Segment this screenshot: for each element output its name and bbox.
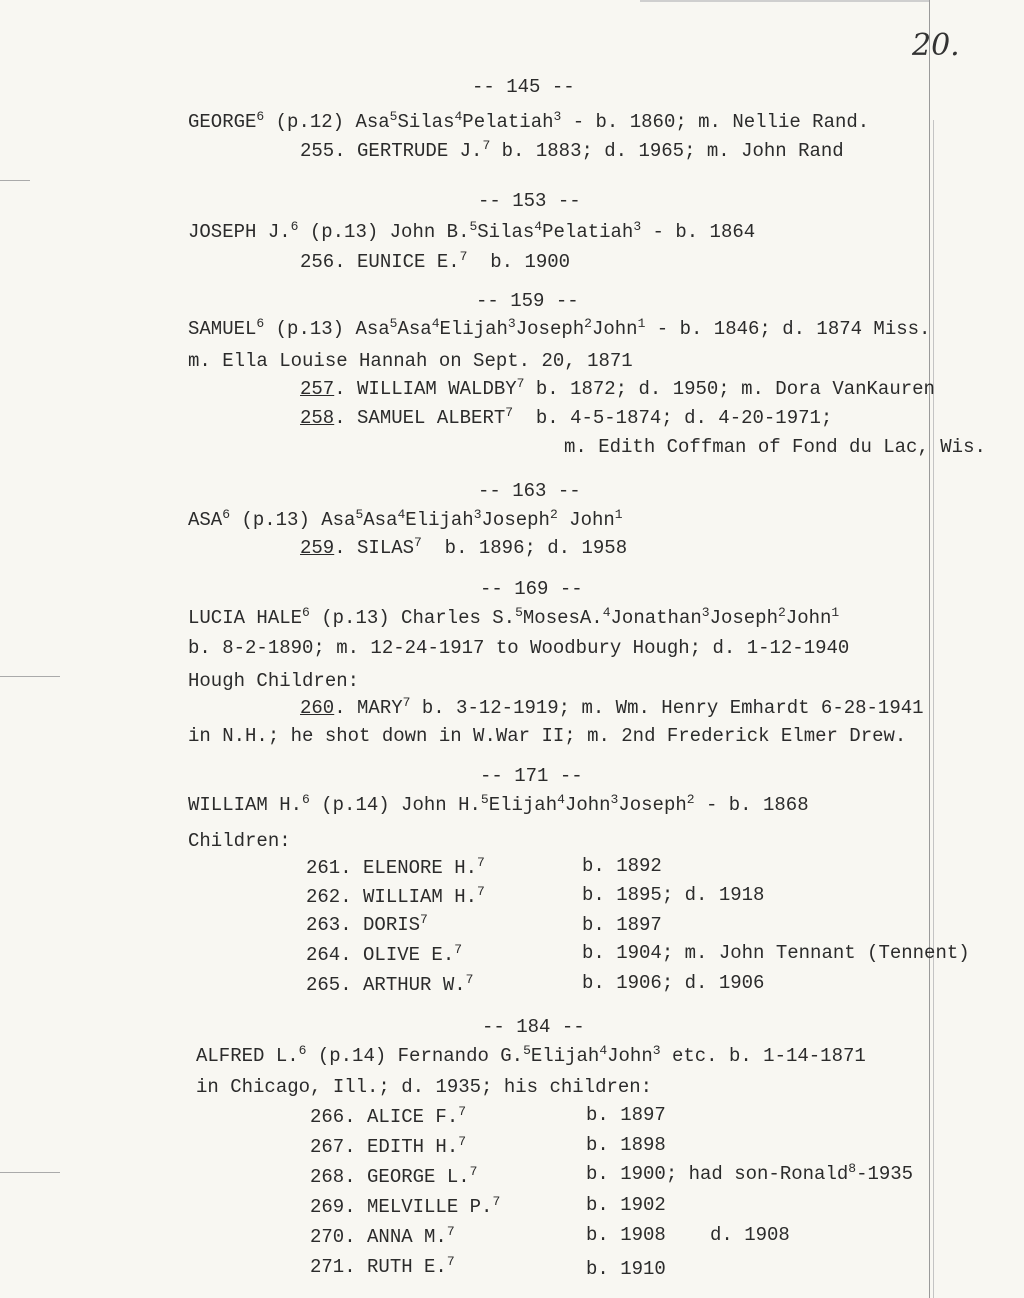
child-entry: 265. ARTHUR W.$^7$ xyxy=(306,972,474,996)
margin-tick xyxy=(0,180,30,181)
entry-header: -- 159 -- xyxy=(476,290,579,312)
entry-header: -- 145 -- xyxy=(472,76,575,98)
margin-rule-line xyxy=(929,0,930,1298)
child-entry: 255. GERTRUDE J.$^7$ b. 1883; d. 1965; m. John Rand xyxy=(300,138,844,162)
child-info: b. 1895; d. 1918 xyxy=(582,884,765,906)
child-info: b. 1897 xyxy=(582,914,662,936)
child-entry: 271. RUTH E.$^7$ xyxy=(310,1254,455,1278)
child-entry: 256. EUNICE E.$^7$ b. 1900 xyxy=(300,249,571,273)
person-continuation: m. Ella Louise Hannah on Sept. 20, 1871 xyxy=(188,350,633,372)
child-continuation: m. Edith Coffman of Fond du Lac, Wis. xyxy=(564,436,986,458)
child-info: b. 1900; had son-Ronald$^8$-1935 xyxy=(586,1161,914,1185)
person-line: ALFRED L.$^6$ (p.14) Fernando G.$^5$Elijah$^4$John$^3$ etc. b. 1-14-1871 xyxy=(196,1043,866,1067)
person-line: GEORGE$^6$ (p.12) Asa$^5$Silas$^4$Pelatiah$^3$ - b. 1860; m. Nellie Rand. xyxy=(188,109,870,133)
child-entry: 270. ANNA M.$^7$ xyxy=(310,1224,455,1248)
child-info: b. 1897 xyxy=(586,1104,666,1126)
child-entry: 258. SAMUEL ALBERT$^7$ b. 4-5-1874; d. 4-20-1971; xyxy=(300,405,833,429)
person-line: ASA$^6$ (p.13) Asa$^5$Asa$^4$Elijah$^3$Joseph$^2$ John$^1$ xyxy=(188,507,623,531)
person-line-3: Hough Children: xyxy=(188,670,360,692)
entry-header: -- 184 -- xyxy=(482,1016,585,1038)
child-entry: 266. ALICE F.$^7$ xyxy=(310,1104,467,1128)
margin-rule-line-secondary xyxy=(933,120,934,1298)
page-edge-line xyxy=(640,0,930,2)
child-entry: 268. GEORGE L.$^7$ xyxy=(310,1164,478,1188)
child-entry: 257. WILLIAM WALDBY$^7$ b. 1872; d. 1950; m. Dora VanKauren xyxy=(300,376,935,400)
child-info: b. 1892 xyxy=(582,855,662,877)
child-info: b. 1898 xyxy=(586,1134,666,1156)
entry-header: -- 163 -- xyxy=(478,480,581,502)
child-info: b. 1908 xyxy=(586,1224,666,1246)
child-info: b. 1902 xyxy=(586,1194,666,1216)
child-entry: 259. SILAS$^7$ b. 1896; d. 1958 xyxy=(300,535,628,559)
child-info: b. 1904; m. John Tennant (Tennent) xyxy=(582,942,970,964)
person-line: JOSEPH J.$^6$ (p.13) John B.$^5$Silas$^4$Pelatiah$^3$ - b. 1864 xyxy=(188,219,756,243)
child-info-extra: d. 1908 xyxy=(710,1224,790,1246)
entry-header: -- 153 -- xyxy=(478,190,581,212)
child-entry: 264. OLIVE E.$^7$ xyxy=(306,942,463,966)
person-line-2: Children: xyxy=(188,830,291,852)
person-line: WILLIAM H.$^6$ (p.14) John H.$^5$Elijah$^4$John$^3$Joseph$^2$ - b. 1868 xyxy=(188,792,809,816)
person-line: LUCIA HALE$^6$ (p.13) Charles S.$^5$MosesA.$^4$Jonathan$^3$Joseph$^2$John$^1$ xyxy=(188,605,840,629)
child-entry: 260. MARY$^7$ b. 3-12-1919; m. Wm. Henry Emhardt 6-28-1941 xyxy=(300,695,924,719)
child-continuation: in N.H.; he shot down in W.War II; m. 2nd Frederick Elmer Drew. xyxy=(188,725,907,747)
child-entry: 267. EDITH H.$^7$ xyxy=(310,1134,467,1158)
entry-header: -- 171 -- xyxy=(480,765,583,787)
person-line: SAMUEL$^6$ (p.13) Asa$^5$Asa$^4$Elijah$^3$Joseph$^2$John$^1$ - b. 1846; d. 1874 Miss. xyxy=(188,316,931,340)
margin-tick xyxy=(0,1172,60,1173)
child-entry: 261. ELENORE H.$^7$ xyxy=(306,855,485,879)
child-info: b. 1910 xyxy=(586,1258,666,1280)
person-line-2: in Chicago, Ill.; d. 1935; his children: xyxy=(196,1076,653,1098)
handwritten-page-number: 20. xyxy=(912,28,960,63)
child-entry: 269. MELVILLE P.$^7$ xyxy=(310,1194,501,1218)
margin-tick xyxy=(0,676,60,677)
entry-header: -- 169 -- xyxy=(480,578,583,600)
child-entry: 263. DORIS$^7$ xyxy=(306,912,428,936)
child-info: b. 1906; d. 1906 xyxy=(582,972,765,994)
person-line-2: b. 8-2-1890; m. 12-24-1917 to Woodbury Hough; d. 1-12-1940 xyxy=(188,637,850,659)
child-entry: 262. WILLIAM H.$^7$ xyxy=(306,884,485,908)
